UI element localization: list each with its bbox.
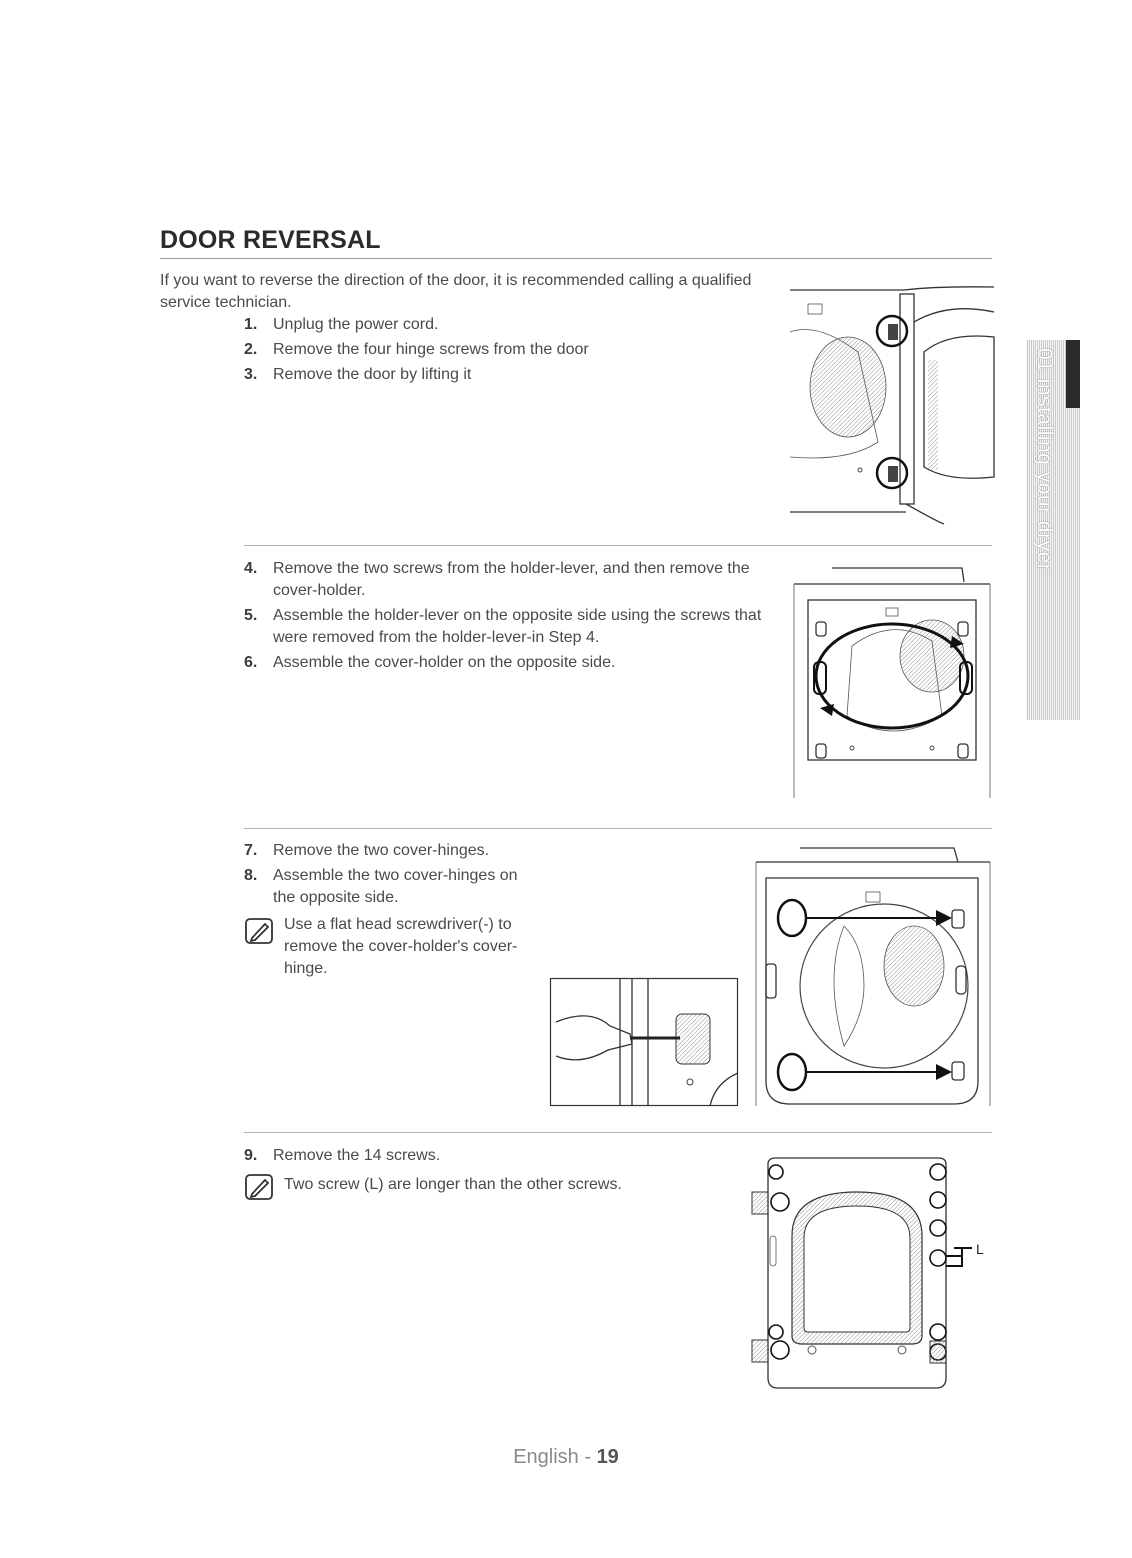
step-text: Assemble the two cover-hinges on the opposite side. [273,867,518,906]
page-footer [0,1446,1132,1469]
step-text: Remove the door by lifting it [273,366,472,383]
screwdriver-illustration [550,978,738,1106]
step-text: Remove the 14 screws. [273,1147,441,1164]
step-1 [244,314,764,336]
note-text: Use a flat head screwdriver(-) to remove the cover-holder's cover-hinge. [284,916,518,977]
step-4 [244,558,776,602]
note-icon [245,1174,273,1200]
step-7 [244,840,534,862]
screw-label: L [976,1241,984,1257]
section-divider [244,545,992,546]
step-number: 5. [244,607,258,624]
step-2 [244,339,764,361]
step-text: Assemble the cover-holder on the opposite side. [273,654,616,671]
steps-section-1 [244,314,764,389]
step-text: Unplug the power cord. [273,316,439,333]
note-icon [245,918,273,944]
note-text: Two screw (L) are longer than the other screws. [284,1176,622,1193]
step-5 [244,605,776,649]
step-text: Remove the four hinge screws from the door [273,341,589,358]
step-number: 3. [244,366,258,383]
door-screws-illustration [752,1156,992,1390]
chapter-tab-marker [1066,340,1080,408]
title-rule [160,258,992,259]
step-9 [244,1145,664,1167]
step-text: Remove the two screws from the holder-lever, and then remove the cover-holder. [273,560,750,599]
step-number: 7. [244,842,258,859]
chapter-tab [1026,340,1080,720]
step-number: 2. [244,341,258,358]
step-number: 1. [244,316,258,333]
section-divider [244,1132,992,1133]
steps-section-3 [244,840,534,912]
page-number: 19 [596,1446,619,1468]
chapter-tab-label: 01 installing your dryer [1033,348,1056,572]
step-number: 8. [244,867,258,884]
step-3 [244,364,764,386]
step-number: 4. [244,560,258,577]
holder-lever-illustration [792,566,992,798]
step-number: 9. [244,1147,258,1164]
steps-section-4 [244,1145,664,1170]
steps-section-2 [244,558,776,677]
step-6 [244,652,776,674]
cover-hinges-illustration [754,846,992,1106]
step-8 [244,865,534,909]
intro-text: If you want to reverse the direction of the door, it is recommended calling a qualified service technician. [160,272,752,311]
step-text: Remove the two cover-hinges. [273,842,490,859]
door-hinges-illustration [788,282,994,526]
footer-language: English - [513,1446,597,1468]
step-text: Assemble the holder-lever on the opposite side using the screws that were removed from the holder-lever-in Step 4. [273,607,762,646]
section-divider [244,828,992,829]
step-number: 6. [244,654,258,671]
page-title: DOOR REVERSAL [160,226,381,254]
